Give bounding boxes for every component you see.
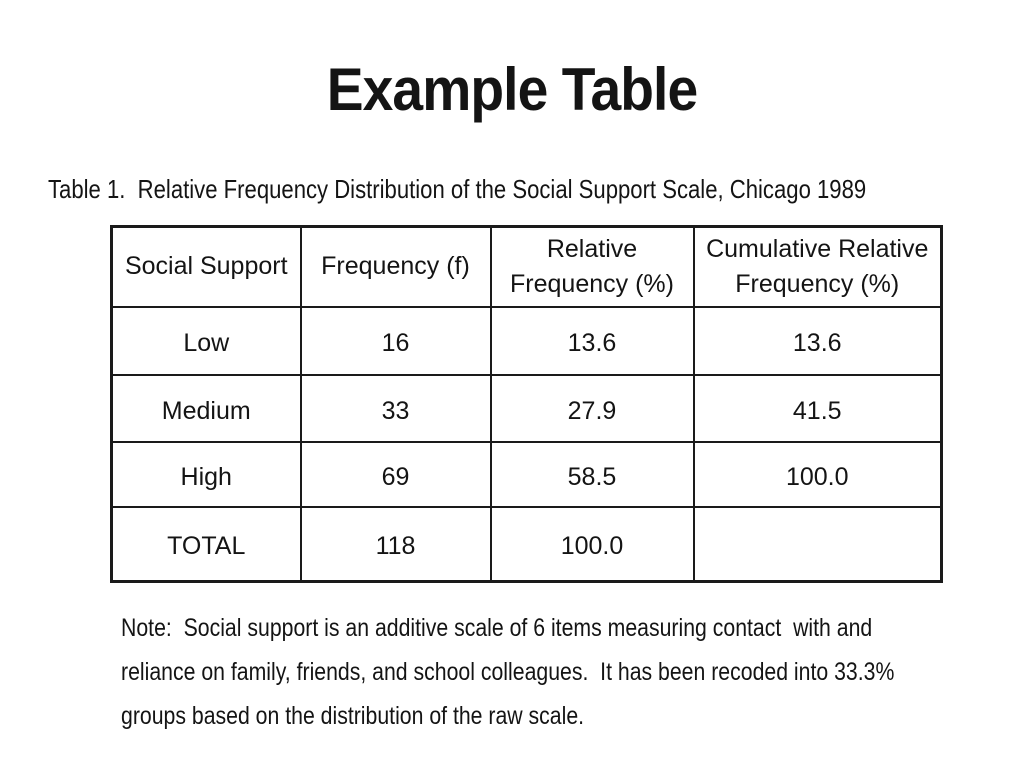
note-line-3: groups based on the distribution of the raw scale. — [121, 702, 585, 730]
cell-cumulative-frequency: 41.5 — [694, 375, 942, 442]
table-row-low — [112, 307, 942, 375]
table-header-row — [112, 227, 942, 307]
cell-relative-frequency: 13.6 — [491, 307, 694, 375]
cell-cumulative-frequency: 100.0 — [694, 442, 942, 507]
cell-frequency: 118 — [301, 507, 491, 582]
table-caption-text: Table 1. Relative Frequency Distribution of the Social Support Scale, Chicago 1989 — [48, 174, 867, 204]
frequency-table — [110, 225, 943, 583]
note-line-1: Note: Social support is an additive scale of 6 items measuring contact with and — [121, 614, 873, 642]
header-text-line1: Relative — [546, 234, 638, 263]
header-text: Frequency (f) — [321, 252, 470, 281]
cell-category: High — [112, 442, 301, 507]
cell-relative-frequency: 58.5 — [491, 442, 694, 507]
note-line-2: reliance on family, friends, and school colleagues. It has been recoded into 33.3% — [121, 658, 895, 686]
table-row-medium — [112, 375, 942, 442]
header-cell-frequency — [301, 227, 491, 307]
note-text — [121, 606, 1024, 738]
table-caption — [48, 172, 1011, 206]
cell-relative-frequency: 27.9 — [491, 375, 694, 442]
cell-frequency: 33 — [301, 375, 491, 442]
cell-category: Medium — [112, 375, 301, 442]
cell-frequency: 69 — [301, 442, 491, 507]
header-cell-cumulative-relative-frequency — [694, 227, 942, 307]
cell-cumulative-frequency: 13.6 — [694, 307, 942, 375]
table-row-high — [112, 442, 942, 507]
header-cell-social-support — [112, 227, 301, 307]
cell-cumulative-frequency — [694, 507, 942, 582]
table-row-total — [112, 507, 942, 582]
cell-category: Low — [112, 307, 301, 375]
cell-category: TOTAL — [112, 507, 301, 582]
header-text-line2: Frequency (%) — [510, 269, 674, 298]
header-text: Social Support — [124, 252, 288, 281]
header-text-line1: Cumulative Relative — [706, 234, 929, 263]
header-cell-relative-frequency — [491, 227, 694, 307]
cell-relative-frequency: 100.0 — [491, 507, 694, 582]
cell-frequency: 16 — [301, 307, 491, 375]
slide-title: Example Table — [326, 56, 698, 123]
header-text-line2: Frequency (%) — [735, 269, 900, 298]
